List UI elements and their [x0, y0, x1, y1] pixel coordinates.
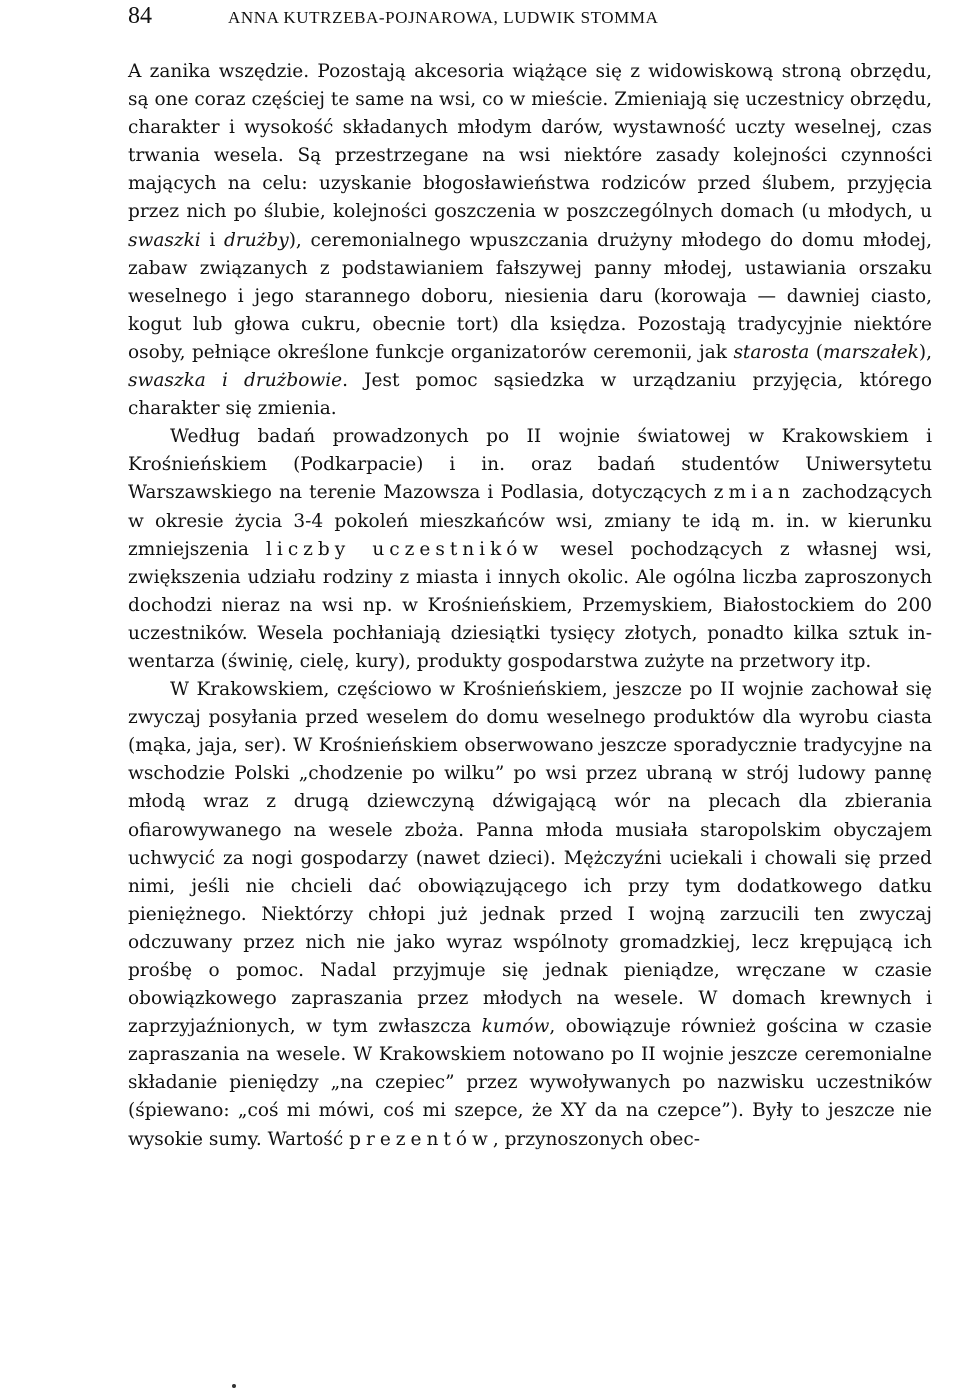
text-run: , obowiązuje również gościna w czasie zapraszania na wesele. W Krakowskiem notowano po II wojnie jeszcze ceremonialne składanie pieniędzy „na czepiec” przez wywoływanych po nazwisku uczestników (śpiewano: „coś mi mówi, coś mi szepce, że XY da na czepce”). Były to jeszcze nie wysokie sumy. Wartość: [128, 1016, 932, 1150]
italic-term: swaszka i drużbowie: [128, 370, 343, 392]
page-number: 84: [128, 3, 152, 29]
spaced-emphasis: prezentów: [349, 1128, 493, 1150]
text-run: wesel pochodzących z własnej wsi, zwiększenia udziału rodziny z miasta i innych okolic. Ale ogólna liczba zaproszonych dochodzi nieraz na wsi np. w Krośnieńskiem, Przemyskiem, Białostockiem do 200 uczestników. Wesela pochłaniają dziesiątki tysięcy złotych, ponadto kilka sztuk inwentarza (świnię, cielę, kury), produkty gospodarstwa zużyte na przetwory itp.: [128, 538, 932, 672]
italic-term: starosta: [733, 341, 810, 363]
body-text: [128, 58, 932, 1154]
italic-term: kumów: [481, 1016, 550, 1038]
text-run: A zanika wszędzie. Pozostają akcesoria wiążące się z widowiskową stroną obrzędu, są one coraz częściej te same na wsi, co w mieście. Zmieniają się uczestnicy obrzędu, charakter i wysokość składanych młodym darów, wystawność uczty weselnej, czas trwania wesela. Są przestrzegane na wsi niektóre zasady kolejności czynności mających na celu: uzyskanie błogosławieństwa rodziców przed ślubem, przyjęcia przez nich po ślubie, kolejności goszczenia w poszczególnych domach (u młodych, u: [128, 61, 932, 223]
text-run: ),: [918, 341, 932, 363]
paragraph: [128, 676, 932, 1154]
text-run: (: [809, 341, 824, 363]
text-run: , przynoszonych obec-: [492, 1128, 700, 1150]
page-mark: [232, 1384, 236, 1388]
running-head: [128, 3, 932, 37]
text-run: . Jest pomoc sąsiedzka w urządzaniu przyjęcia, którego charakter się zmienia.: [128, 370, 933, 420]
text-run: W Krakowskiem, częściowo w Krośnieńskiem, jeszcze po II wojnie zachował się zwyczaj posyłania przed weselem do domu weselnego produktów dla wyrobu ciasta (mąka, jaja, ser). W Krośnieńskiem obserwowano jeszcze sporadycznie tradycyjne na wschodzie Polski „chodzenie po wilku” po wsi przez ubraną w strój ludowy pannę młodą wraz z drugą dziewczyną dźwigającą wór na plecach dla zbierania ofiarowywanego na wesele zboża. Panna młoda musiała staropolskim obyczajem uchwycić za nogi gospodarzy (nawet dzieci). Mężczyźni uciekali i chowali się przed nimi, jeśli nie chcieli dać obowiązującego ich przy tym dodatkowego datku pieniężnego. Niektórzy chłopi już jednak przed I wojną zarzucili ten zwyczaj odczuwany przez nich nie jako wyraz wspólnoty gromadzkiej, lecz krępującą ich prośbę o pomoc. Nadal przyjmuje się jednak pieniądze, wręczane w czasie obowiązkowego zapraszania przez młodych na wesele. W domach krewnych i zaprzyjaźnionych, w tym zwłaszcza: [128, 679, 932, 1038]
paragraph: [128, 58, 932, 423]
text-run: zachodzących w okresie życia 3-4 pokoleń mieszkańców wsi, zmiany te idą m. in. w kierunku zmniejszenia: [128, 482, 932, 560]
text-run: ), ceremonialnego wpuszczania drużyny młodego do domu młodej, zabaw związanych z podstawianiem fałszywej panny młodej, ustawiania orszaku weselnego i jego starannego doboru, niesienia daru (korowaja — dawniej ciasto, kogut lub głowa cukru, obecnie tort) dla księdza. Pozostają tradycyjnie niektóre osoby, pełniące określone funkcje organizatorów ceremonii, jak: [128, 229, 932, 363]
text-run: i: [200, 229, 225, 251]
italic-term: marszałek: [823, 341, 919, 363]
text-run: Według badań prowadzonych po II wojnie światowej w Krakowskiem i Krośnieńskiem (Podkarpacie) i in. oraz badań studentów Uniwersytetu Warszawskiego na terenie Mazowsza i Podlasia, dotyczących: [128, 426, 932, 504]
spaced-emphasis: zmian: [713, 482, 795, 504]
spaced-emphasis: liczby uczestników: [265, 538, 544, 560]
running-title: ANNA KUTRZEBA-POJNAROWA, LUDWIK STOMMA: [228, 8, 659, 27]
paragraph: [128, 423, 932, 676]
italic-term: swaszki: [128, 229, 201, 251]
italic-term: drużby: [224, 229, 289, 251]
